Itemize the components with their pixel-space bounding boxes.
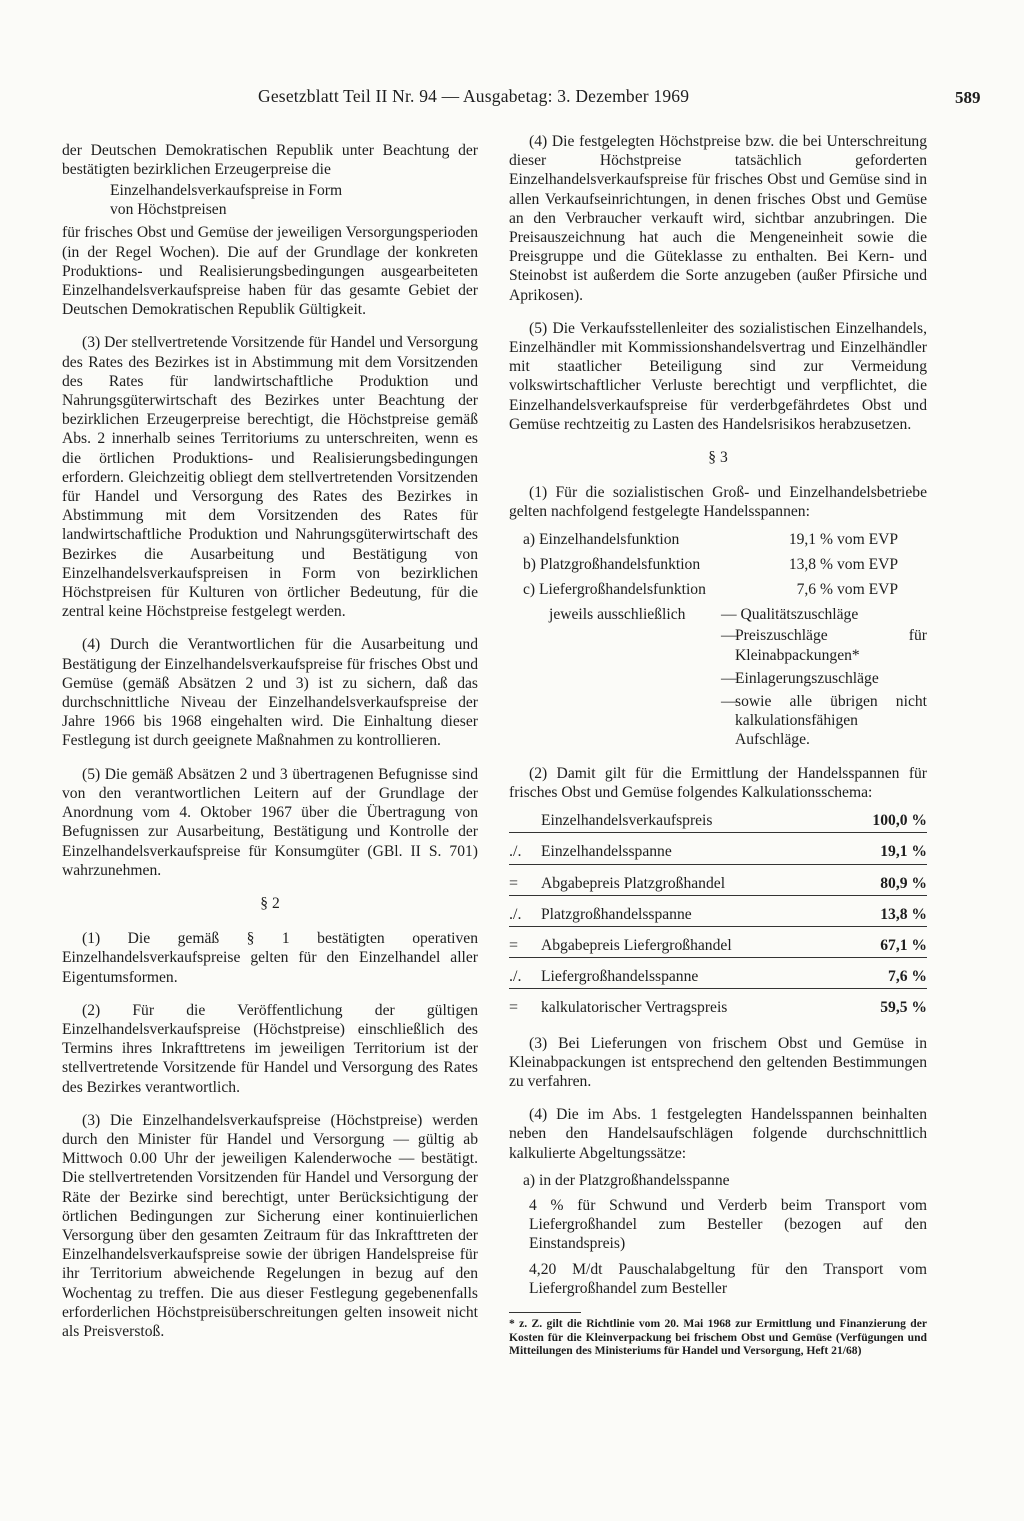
rate-row [523,555,927,574]
rate-value: 19,1 % [788,530,833,548]
schema-row [509,964,927,989]
paragraph: (1) Die gemäß § 1 bestätigten operativen Einzelhandelsverkaufspreise gelten für den Einzelhandel aller Eigentumsformen. [62,930,478,986]
rate-row [523,530,927,549]
footnote-divider [509,1312,581,1313]
paragraph: (5) Die gemäß Absätzen 2 und 3 übertragenen Befugnisse sind von den verantwortlichen Leitern auf der Grundlage der Anordnung vom 4. Oktober 1967 über die Übertragung von Befugnissen zur Ausarbeitung, Bestätigung und Kontrolle der Einzelhandelsverkaufspreise für Konsumgüter (GBl. II S. 701) wahrzunehmen. [62,765,478,879]
schema-value: 100,0 % [872,812,927,830]
schema-label: Liefergroßhandelsspanne [541,968,699,986]
page-header-title: Gesetzblatt Teil II Nr. 94 — Ausgabetag: 3. Dezember 1969 [258,86,690,106]
page-number: 589 [955,88,981,107]
schema-row [509,871,927,896]
schema-operator: = [509,874,519,892]
schema-value: 59,5 % [880,999,927,1017]
paragraph: (4) Die im Abs. 1 festgelegten Handelsspannen beinhalten neben den Handelsaufschlägen folgende durchschnittlich kalkulierte Abgeltungssätze: [509,1106,927,1162]
list-item: a) in der Platzgroßhandelsspanne [523,1171,730,1189]
dash-glyph: — [721,693,737,711]
paragraph: der Deutschen Demokratischen Republik unter Beachtung der bestätigten bezirklichen Erzeugerpreise die [62,142,478,179]
exclusion-row [721,626,927,664]
schema-operator: = [509,999,519,1017]
rate-value: 7,6 % [796,581,833,599]
schema-row [509,839,927,864]
section-heading: § 2 [260,894,280,912]
dash-glyph: — [721,627,737,645]
paragraph: (4) Durch die Verantwortlichen für die Ausarbeitung und Bestätigung der Einzelhandelsverkaufspreise für frisches Obst und Gemüse (gemäß Absätzen 2 und 3) ist zu sichern, daß das durchschnittliche Niveau der Einzelhandelsverkaufspreise der Jahre 1966 bis 1968 eingehalten wird. Die Einhaltung dieser Festlegung ist durch geeignete Maßnahmen zu kontrollieren. [62,636,478,750]
schema-label: Einzelhandelsspanne [541,843,672,861]
schema-operator: ./. [509,968,522,986]
exclusion-row [721,669,927,688]
exclusion-row [721,692,927,750]
schema-label: Einzelhandelsverkaufspreis [541,812,713,830]
calculation-schema [509,808,927,1019]
schema-operator: ./. [509,905,522,923]
paragraph: (4) Die festgelegten Höchstpreise bzw. die bei Unterschreitung dieser Höchstpreise tatsächlich geforderten Einzelhandelsverkaufspreise für frisches Obst und Gemüse sind in allen Verkaufseinrichtungen, in denen frisches Obst und Gemüse an den Verbraucher verkauft wird, sichtbar anzubringen. Die Preisauszeichnung hat auch die Mengeneinheit sowie die Preisgruppe und die Güteklasse zu enthalten. Bei Kern- und Steinobst ist außerdem die Sorte anzugeben (außer Pfirsiche und Aprikosen). [509,133,927,304]
rate-unit: vom EVP [837,581,899,599]
paragraph: (1) Für die sozialistischen Groß- und Einzelhandelsbetriebe gelten nachfolgend festgelegte Handelsspannen: [509,484,927,521]
rate-unit: vom EVP [837,530,899,548]
exclusion-item: Einlagerungszuschläge [735,669,879,687]
footnote: * z. Z. gilt die Richtlinie vom 20. Mai 1968 zur Ermittlung und Finanzierung der Kosten für die Kleinverpackung bei frischem Obst und Gemüse (Verfügungen und Mitteilungen des Ministeriums für Handel und Versorgung, Heft 21/68) [509,1316,927,1358]
paragraph: (3) Bei Lieferungen von frischem Obst und Gemüse in Kleinabpackungen ist entsprechend den geltenden Bestimmungen zu verfahren. [509,1034,927,1090]
rate-label: b) Platzgroßhandelsfunktion [523,555,701,573]
paragraph: (3) Der stellvertretende Vorsitzende für Handel und Versorgung des Rates des Bezirkes ist in Abstimmung mit dem Vorsitzenden des Rates für landwirtschaftliche Produktion und Nahrungsgüterwirtschaft des Bezirkes unter Beachtung der bezirklichen Erzeugerpreise berechtigt, die Höchstpreise gemäß Abs. 2 innerhalb seines Territoriums zu unterschreiten, wenn es die örtlichen Produktions- und Realisierungsbedingungen erfordern. Gleichzeitig obliegt dem stellvertretenden Vorsitzenden für Handel und Versorgung des Rates des Bezirkes in Abstimmung mit dem Vorsitzenden des Rates für landwirtschaftliche Produktion und Nahrungsgüterwirtschaft des Bezirkes die Ausarbeitung und Bestätigung von Einzelhandelsverkaufspreisen in Form von bezirklichen Höchstpreisen für Kulturen von örtlicher Bedeutung, für die zentral keine Höchstpreise festgelegt werden. [62,334,478,621]
centered-heading-line: von Höchstpreisen [110,201,227,219]
schema-label: Platzgroßhandelsspanne [541,905,692,923]
paragraph: für frisches Obst und Gemüse der jeweiligen Versorgungsperioden (in der Regel Wochen). Die auf der Grundlage der konkreten Produktions- und Realisierungsbedingungen ausgearbeiteten Einzelhandelsverkaufspreise haben für das gesamte Gebiet der Deutschen Demokratischen Republik Gültigkeit. [62,224,478,319]
rate-label: a) Einzelhandelsfunktion [523,530,680,548]
dash-glyph: — [721,606,741,624]
schema-operator: ./. [509,843,522,861]
section-heading: § 3 [708,449,728,467]
rate-label: c) Liefergroßhandelsfunktion [523,581,706,599]
schema-value: 7,6 % [888,968,927,986]
right-column [509,132,927,1372]
left-column [62,141,478,1355]
schema-label: Abgabepreis Platzgroßhandel [541,874,726,892]
paragraph: (5) Die Verkaufsstellenleiter des sozialistischen Einzelhandels, Einzelhändler mit Kommissionshandelsvertrag und Einzelhändler mit staatlicher Beteiligung sind zur Vermeidung volkswirtschaftlicher Verluste berechtigt und verpflichtet, die Einzelhandelsverkaufspreise für verderbgefährdetes Obst und Gemüse rechtzeitig zu Lasten des Handelsrisikos herabzusetzen. [509,319,927,433]
paragraph: (2) Damit gilt für die Ermittlung der Handelsspannen für frisches Obst und Gemüse folgendes Kalkulationsschema: [509,764,927,801]
schema-label: kalkulatorischer Vertragspreis [541,999,728,1017]
schema-value: 13,8 % [880,905,927,923]
exclusion-label: jeweils ausschließlich [549,606,686,624]
schema-operator: = [509,936,519,954]
centered-heading-line: Einzelhandelsverkaufspreise in Form [110,182,343,200]
rate-value: 13,8 % [788,555,833,573]
rate-row [523,580,927,599]
rate-unit: vom EVP [837,555,899,573]
schema-row [509,808,927,833]
paragraph: (2) Für die Veröffentlichung der gültigen Einzelhandelsverkaufspreise (Höchstpreise) einschließlich des Termins ihres Inkrafttretens im jeweiligen Territorium ist der stellvertretende Vorsitzende für Handel und Versorgung des Rates des Bezirkes verantwortlich. [62,1001,478,1096]
schema-value: 19,1 % [880,843,927,861]
schema-row [509,995,927,1019]
list-subitem: 4 % für Schwund und Verderb beim Transport vom Liefergroßhandel zum Besteller (bezogen auf den Einstandspreis) [529,1196,927,1253]
exclusion-item: Qualitätszuschläge [740,606,859,624]
schema-row [509,902,927,927]
exclusion-item: Preiszuschläge für Kleinabpackungen* [735,627,927,664]
schema-row [509,933,927,958]
exclusion-list-intro [549,605,927,624]
exclusion-item: sowie alle übrigen nicht kalkulationsfähigen Aufschläge. [735,693,927,749]
dash-glyph: — [721,669,737,687]
schema-value: 80,9 % [880,874,927,892]
paragraph: (3) Die Einzelhandelsverkaufspreise (Höchstpreise) werden durch den Minister für Handel und Versorgung — gültig ab Mittwoch 0.00 Uhr der jeweiligen Kalenderwoche — bestätigt. Die stellvertretenden Vorsitzenden für Handel und Versorgung der Räte der Bezirke sind berechtigt, unter Berücksichtigung der örtlichen Bedingungen zur Sicherung einer kontinuierlichen Versorgung über den gesamten Zeitraum für das Inkrafttreten der Einzelhandelsverkaufspreise sowie der übrigen Handelspreise für ihr Territorium abweichende Regelungen in bezug auf den Wochentag zu treffen. Die aus dieser Festlegung gegebenenfalls erforderlichen Höchstpreisüberschreitungen gelten insoweit nicht als Preisverstoß. [62,1111,478,1340]
schema-label: Abgabepreis Liefergroßhandel [541,936,732,954]
schema-value: 67,1 % [880,936,927,954]
list-subitem: 4,20 M/dt Pauschalabgeltung für den Transport vom Liefergroßhandel zum Besteller [529,1260,927,1297]
